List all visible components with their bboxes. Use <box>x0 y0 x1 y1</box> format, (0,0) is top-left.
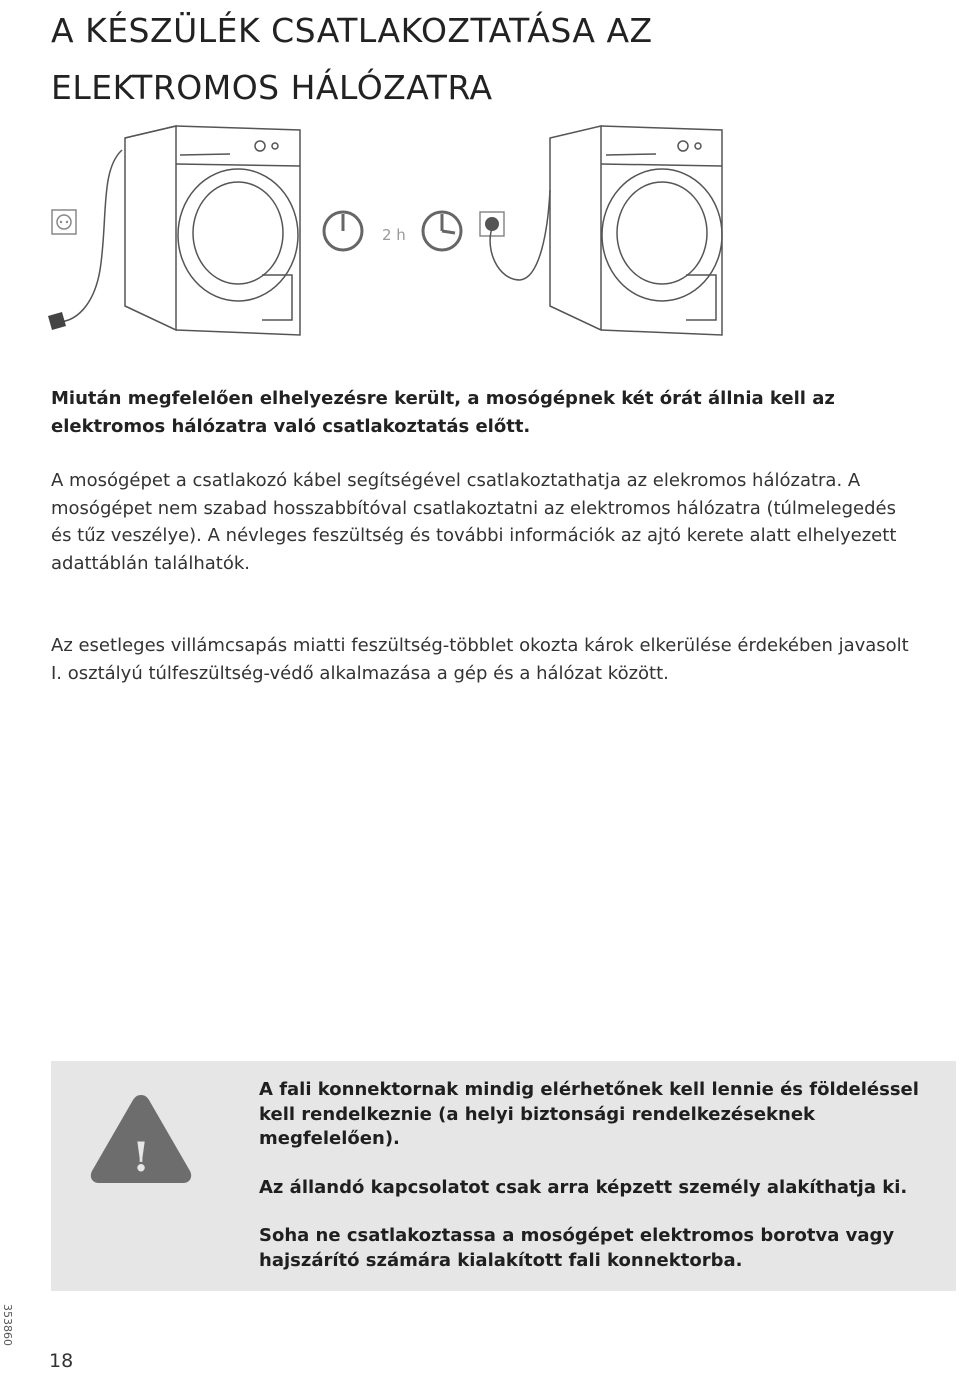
warning-list <box>259 1078 939 1297</box>
page-number: 18 <box>49 1350 74 1372</box>
washing-machine-left <box>60 126 300 335</box>
warning-item-shaver-socket: Soha ne csatlakoztassa a mosógépet elektromos borotva vagy hajszárító számára kialakított fali konnektorba. <box>259 1225 895 1271</box>
washing-machine-right <box>550 126 722 335</box>
page-title-line-1: A KÉSZÜLÉK CSATLAKOZTATÁSA AZ <box>51 11 653 50</box>
clock-icon <box>423 212 461 250</box>
warning-symbol: ! <box>132 1134 150 1181</box>
wall-socket-icon <box>52 210 76 234</box>
intro-text: Miután megfelelően elhelyezésre került, a mosógépnek két órát állnia kell az elektromos hálózatra való csatlakoztatás előtt. <box>51 388 835 437</box>
wait-duration-label: 2 h <box>382 226 406 244</box>
warning-triangle-icon <box>86 1091 196 1191</box>
warning-box <box>51 1061 956 1291</box>
wall-socket-icon <box>480 212 504 236</box>
connection-illustration <box>40 118 740 348</box>
connection-text: A mosógépet a csatlakozó kábel segítségével csatlakoztathatja az elekromos hálózatra. A mosógépet nem szabad hosszabbítóval csatlakoztatni az elektromos hálózatra (túlmelegedés és tűz veszélye). A névleges feszültség és további információk az ajtó kerete alatt elhelyezett adattáblán találhatók. <box>51 470 897 574</box>
document-code: 353860 <box>1 1304 14 1346</box>
plug-icon <box>48 312 66 330</box>
surge-protection-paragraph <box>51 632 911 687</box>
connection-paragraph <box>51 467 911 577</box>
warning-item-grounding: A fali konnektornak mindig elérhetőnek kell lennie és földeléssel kell rendelkeznie (a helyi biztonsági rendelkezéseknek megfelelően). <box>259 1079 919 1149</box>
intro-statement <box>51 385 911 440</box>
warning-item-permanent-connection: Az állandó kapcsolatot csak arra képzett személy alakíthatja ki. <box>259 1176 908 1198</box>
surge-protection-text: Az esetleges villámcsapás miatti feszültség-többlet okozta károk elkerülése érdekében javasolt I. osztályú túlfeszültség-védő alkalmazása a gép és a hálózat között. <box>51 635 909 684</box>
page-title <box>51 2 931 116</box>
clock-icon <box>324 212 362 250</box>
page-title-line-2: ELEKTROMOS HÁLÓZATRA <box>51 68 493 107</box>
